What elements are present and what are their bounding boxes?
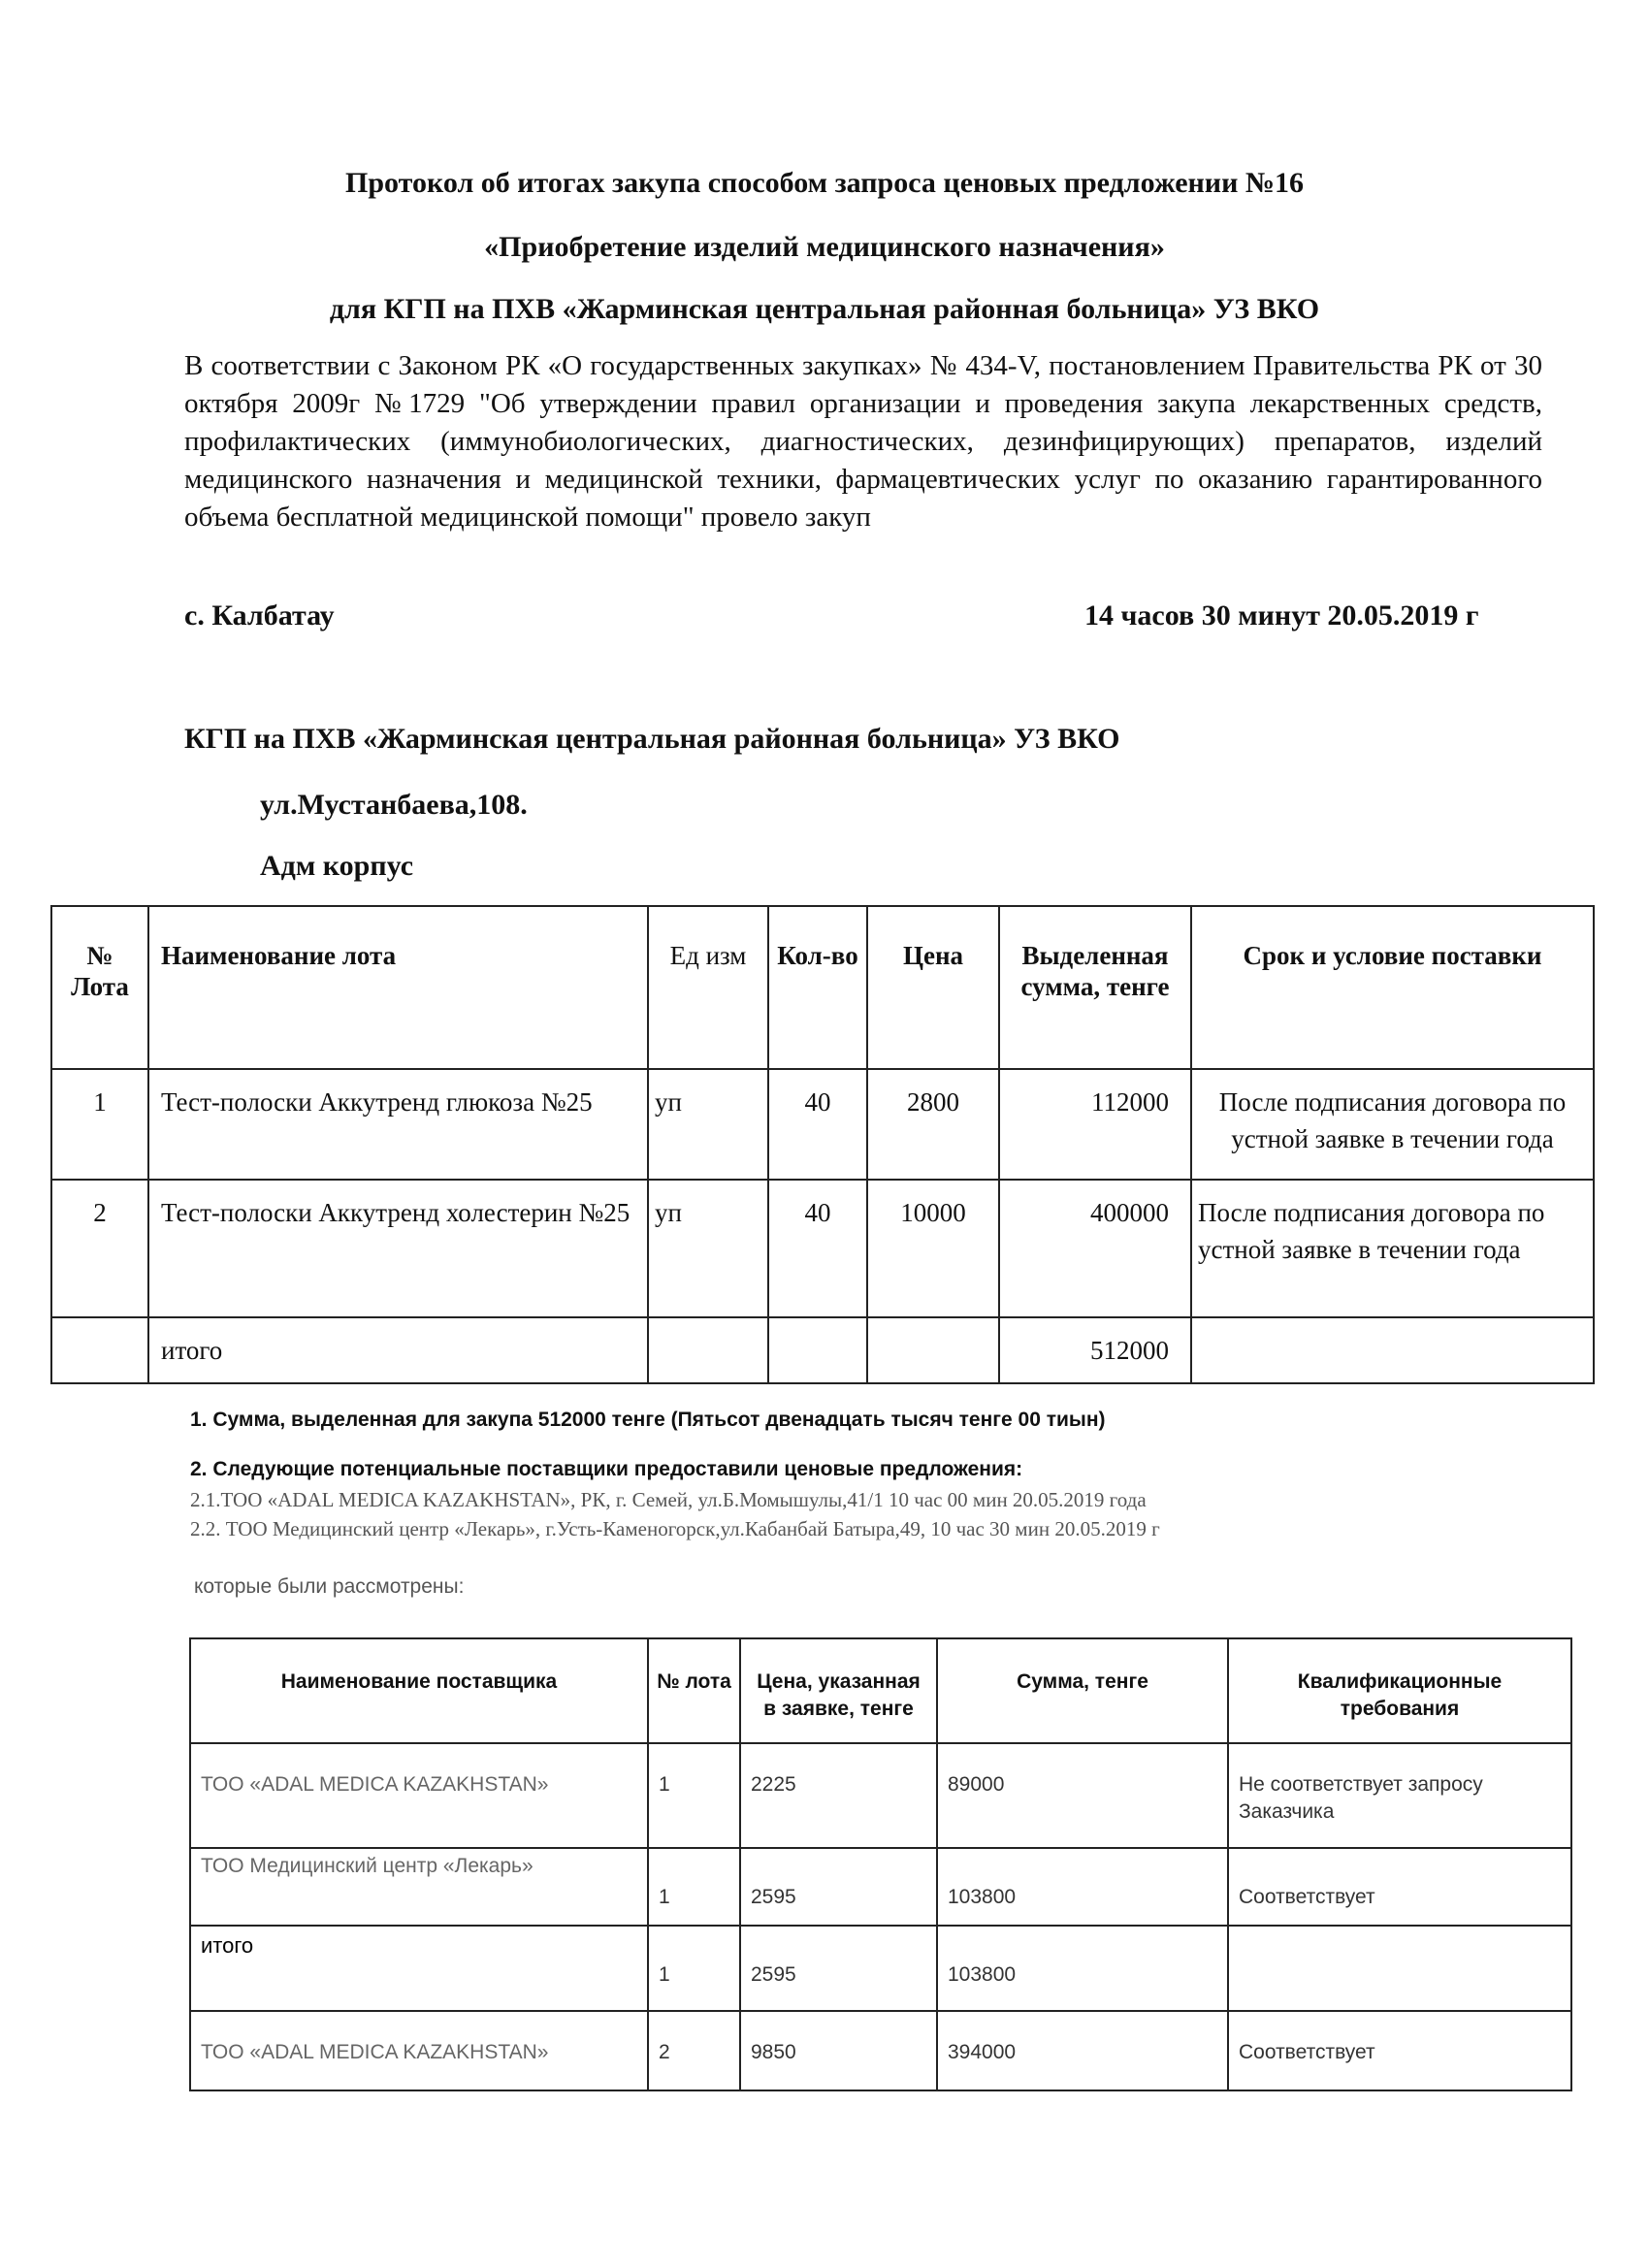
supplier-list-item: 2.1.ТОО «ADAL MEDICA KAZAKHSTAN», РК, г. Семей, ул.Б.Момышулы,41/1 10 час 00 мин 20.05.2019 года (190, 1488, 1147, 1511)
date-time: 14 часов 30 минут 20.05.2019 г (1084, 599, 1479, 632)
empty-cell (1191, 1317, 1594, 1383)
empty-cell (867, 1317, 999, 1383)
lot-terms: После подписания договора по устной заявке в течении года (1191, 1069, 1594, 1180)
supplier-sum: 89000 (937, 1743, 1228, 1848)
lot-terms: После подписания договора по устной заявке в течении года (1191, 1180, 1594, 1317)
lot-price: 10000 (867, 1180, 999, 1317)
header-lot-number: № Лота (51, 906, 148, 1069)
lot-number: 1 (51, 1069, 148, 1180)
lot-sum: 400000 (999, 1180, 1191, 1317)
intro-paragraph: В соответствии с Законом РК «О государственных закупках» № 434-V, постановлением Правительства РК от 30 октября 2009г №1729 "Об утверждении правил организации и проведения закупа лекарственных средств, профилактических (иммунобиологических, диагностических, дезинфицирующих) препаратов, изделий медицинского назначения и медицинской техники, фармацевтических услуг по оказанию гарантированного объема бесплатной медицинской помощи" провело закуп (184, 350, 1542, 533)
lot-unit: уп (648, 1180, 768, 1317)
supplier-name: ТОО «ADAL MEDICA KAZAKHSTAN» (190, 2011, 648, 2090)
header-lot-number: № лота (648, 1638, 740, 1743)
organizer-name: КГП на ПХВ «Жарминская центральная районная больница» УЗ ВКО (184, 723, 1120, 755)
supplier-lot: 1 (648, 1743, 740, 1848)
lot-unit: уп (648, 1069, 768, 1180)
header-bid-price: Цена, указанная в заявке, тенге (740, 1638, 937, 1743)
lot-number: 2 (51, 1180, 148, 1317)
supplier-qualification: Соответствует (1228, 2011, 1571, 2090)
header-unit: Ед изм (648, 906, 768, 1069)
header-allocated-sum: Выделенная сумма, тенге (999, 906, 1191, 1069)
lot-name: Тест-полоски Аккутренд холестерин №25 (148, 1180, 648, 1317)
lot-quantity: 40 (768, 1069, 867, 1180)
supplier-price: 2595 (740, 1926, 937, 2011)
supplier-name: ТОО «ADAL MEDICA KAZAKHSTAN» (190, 1743, 648, 1848)
lot-name: Тест-полоски Аккутренд глюкоза №25 (148, 1069, 648, 1180)
table-header-row (51, 906, 1594, 1069)
purchase-subject: «Приобретение изделий медицинского назначения» (484, 231, 1165, 263)
table-total-row (51, 1317, 1594, 1383)
table-row (51, 1180, 1594, 1317)
suppliers-table (189, 1637, 1572, 2091)
organizer-street: ул.Мустанбаева,108. (260, 789, 528, 821)
customer-title: для КГП на ПХВ «Жарминская центральная районная больница» УЗ ВКО (329, 293, 1320, 325)
empty-cell (768, 1317, 867, 1383)
header-lot-name: Наименование лота (148, 906, 648, 1069)
supplier-price: 9850 (740, 2011, 937, 2090)
empty-cell (51, 1317, 148, 1383)
supplier-name: ТОО Медицинский центр «Лекарь» (190, 1848, 648, 1926)
table-row (190, 1848, 1571, 1926)
supplier-lot: 2 (648, 2011, 740, 2090)
supplier-qualification: Не соответствует запросу Заказчика (1228, 1743, 1571, 1848)
supplier-qualification (1228, 1926, 1571, 2011)
lot-price: 2800 (867, 1069, 999, 1180)
header-supplier-name: Наименование поставщика (190, 1638, 648, 1743)
header-sum: Сумма, тенге (937, 1638, 1228, 1743)
table-row (190, 2011, 1571, 2090)
lot-sum: 112000 (999, 1069, 1191, 1180)
table-row (190, 1743, 1571, 1848)
header-quantity: Кол-во (768, 906, 867, 1069)
total-label: итого (148, 1317, 648, 1383)
supplier-sum: 394000 (937, 2011, 1228, 2090)
header-price: Цена (867, 906, 999, 1069)
lot-quantity: 40 (768, 1180, 867, 1317)
supplier-lot: 1 (648, 1848, 740, 1926)
supplier-sum: 103800 (937, 1848, 1228, 1926)
lots-table (50, 905, 1595, 1384)
supplier-list-item: 2.2. ТОО Медицинский центр «Лекарь», г.Усть-Каменогорск,ул.Кабанбай Батыра,49, 10 час 30 мин 20.05.2019 г (190, 1517, 1160, 1540)
header-delivery-terms: Срок и условие поставки (1191, 906, 1594, 1069)
supplier-sum: 103800 (937, 1926, 1228, 2011)
place: с. Калбатау (184, 599, 335, 632)
supplier-qualification: Соответствует (1228, 1848, 1571, 1926)
table-header-row (190, 1638, 1571, 1743)
supplier-price: 2225 (740, 1743, 937, 1848)
suppliers-intro-paragraph: 2. Следующие потенциальные поставщики предоставили ценовые предложения: (190, 1458, 1023, 1480)
empty-cell (648, 1317, 768, 1383)
table-total-row (190, 1926, 1571, 2011)
organizer-building: Адм корпус (260, 850, 414, 882)
considered-note: которые были рассмотрены: (194, 1575, 465, 1598)
supplier-price: 2595 (740, 1848, 937, 1926)
protocol-title: Протокол об итогах закупа способом запроса ценовых предложении №16 (344, 167, 1305, 199)
total-sum: 512000 (999, 1317, 1191, 1383)
table-row (51, 1069, 1594, 1180)
total-label: итого (190, 1926, 648, 2011)
header-qualification: Квалификационные требования (1228, 1638, 1571, 1743)
supplier-lot: 1 (648, 1926, 740, 2011)
allocated-amount-paragraph: 1. Сумма, выделенная для закупа 512000 тенге (Пятьсот двенадцать тысяч тенге 00 тиын) (190, 1409, 1106, 1431)
